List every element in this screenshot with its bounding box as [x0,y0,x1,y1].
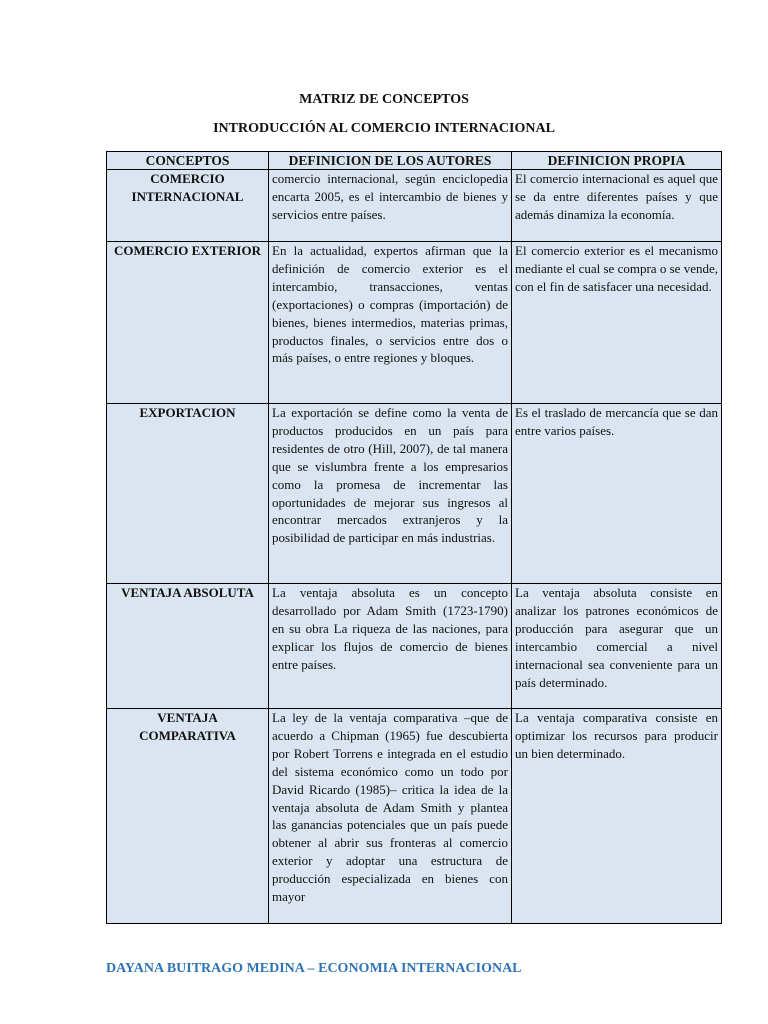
document-subtitle: INTRODUCCIÓN AL COMERCIO INTERNACIONAL [213,121,555,136]
header-definicion-propia: DEFINICION PROPIA [512,152,722,170]
authors-definition-cell: La ventaja absoluta es un concepto desarrollado por Adam Smith (1723-1790) en su obra La riqueza de las naciones, para explicar los flujos de comercio de bienes entre países. [269,584,512,709]
concept-cell: EXPORTACION [107,404,269,584]
header-definicion-autores: DEFINICION DE LOS AUTORES [269,152,512,170]
table-header-row [107,152,722,170]
table-row [107,584,722,709]
authors-definition-cell [269,709,512,924]
own-definition-cell: El comercio internacional es aquel que se da entre diferentes países y que además dinamiza la economía. [512,170,722,242]
authors-definition-text: La ley de la ventaja comparativa –que de acuerdo a Chipman (1965) fue descubierta por Robert Torrens e integrada en el estudio del sistema económico como un todo por David Ricardo (1985)– critica la idea de la ventaja absoluta de Adam Smith y plantea las ganancias potenciales que un país puede obtener al abrir sus fronteras al comercio exterior y adoptar una estructura de producción especializada en bienes con mayor [272,710,508,905]
concept-cell: VENTAJA COMPARATIVA [107,709,269,924]
concept-matrix-table [106,151,722,924]
concept-cell: VENTAJA ABSOLUTA [107,584,269,709]
authors-definition-cell: La exportación se define como la venta de productos producidos en un país para residentes de otro (Hill, 2007), de tal manera que se vislumbra frente a los empresarios como la promesa de incrementar las oportunidades de mejorar sus ingresos al encontrar mercados extranjeros y la posibilidad de participar en más industrias. [269,404,512,584]
table-row [107,709,722,924]
table-row [107,170,722,242]
authors-definition-cell: En la actualidad, expertos afirman que la definición de comercio exterior es el intercambio, transacciones, ventas (exportaciones) o compras (importación) de bienes, bienes intermedios, materias primas, productos finales, o servicios entre dos o más países, o entre regiones y bloques. [269,242,512,404]
own-definition-cell: El comercio exterior es el mecanismo mediante el cual se compra o se vende, con el fin de satisfacer una necesidad. [512,242,722,404]
table-row [107,242,722,404]
document-title: MATRIZ DE CONCEPTOS [299,92,469,107]
own-definition-cell: La ventaja comparativa consiste en optimizar los recursos para producir un bien determinado. [512,709,722,924]
own-definition-cell: La ventaja absoluta consiste en analizar los patrones económicos de producción para asegurar que un intercambio comercial a nivel internacional sea conveniente para un país determinado. [512,584,722,709]
concept-cell: COMERCIO INTERNACIONAL [107,170,269,242]
header-conceptos: CONCEPTOS [107,152,269,170]
concept-cell: COMERCIO EXTERIOR [107,242,269,404]
authors-definition-cell: comercio internacional, según enciclopedia encarta 2005, es el intercambio de bienes y servicios entre países. [269,170,512,242]
footer-author: DAYANA BUITRAGO MEDINA – ECONOMIA INTERNACIONAL [106,961,522,976]
own-definition-cell: Es el traslado de mercancía que se dan entre varios países. [512,404,722,584]
table-row [107,404,722,584]
